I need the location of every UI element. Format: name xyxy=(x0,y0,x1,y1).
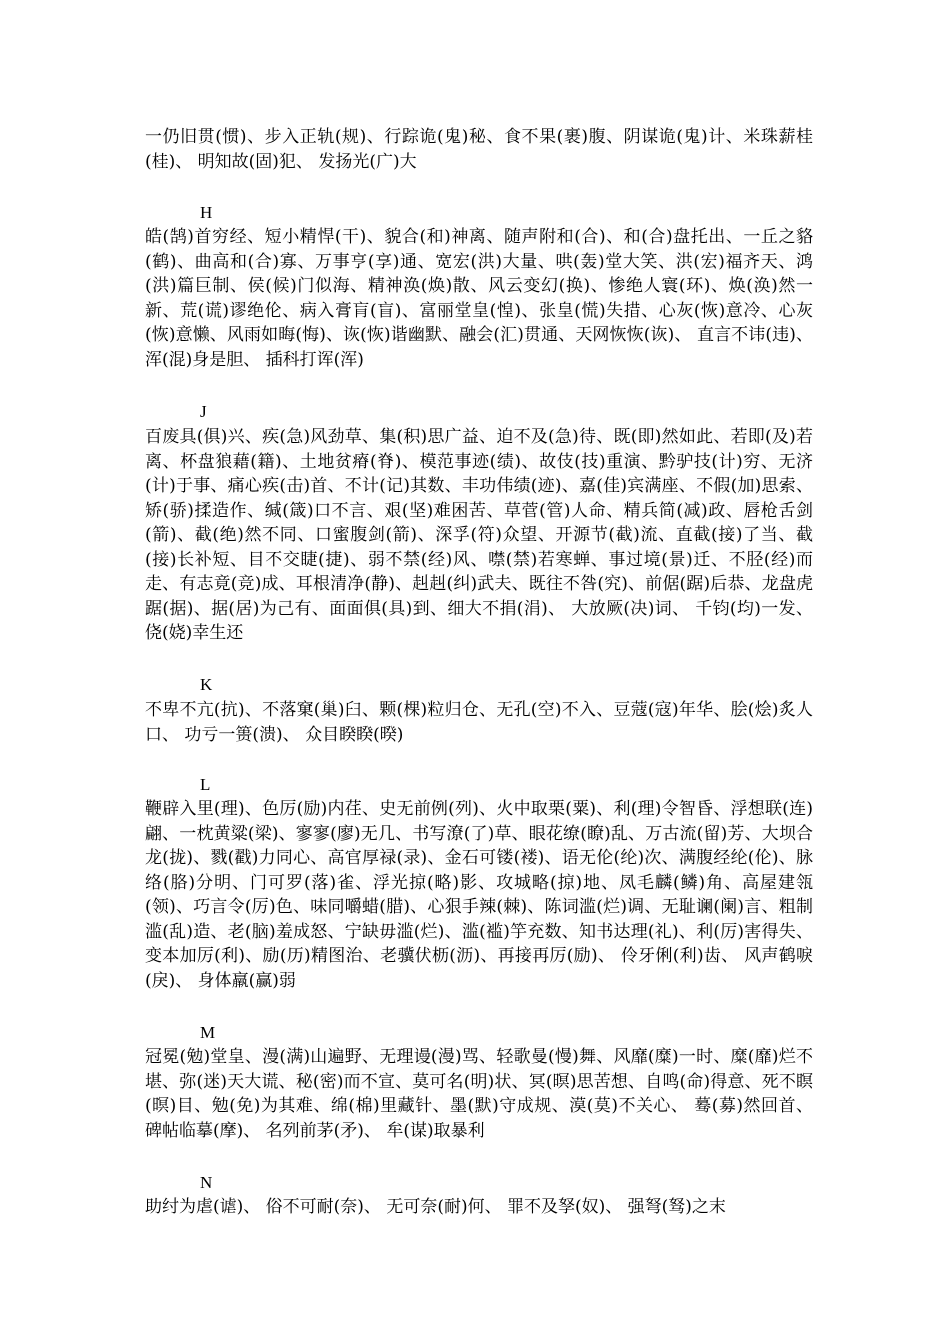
paragraph-l: 鞭辟入里(理)、色厉(励)内荏、史无前例(列)、火中取栗(粟)、利(理)令智昏、浮想联(连)翩、一枕黄粱(梁)、寥寥(廖)无几、书写潦(了)草、眼花缭(瞭)乱、万古流(留)芳、大坝合龙(拢)、戮(戳)力同心、高官厚禄(录)、金石可镂(褛)、语无伦(纶)次、满腹经纶(伦)、脉络(胳)分明、门可罗(落)雀、浮光掠(略)影、攻城略(掠)地、凤毛麟(鳞)角、高屋建瓴(领)、巧言令(厉)色、味同嚼蜡(腊)、心狠手辣(棘)、陈词滥(烂)调、无耻谰(阑)言、粗制滥(乱)造、老(脑)羞成怒、宁缺毋滥(烂)、滥(褴)竽充数、知书达理(礼)、利(厉)害得失、变本加厉(利)、励(历)精图治、老骥伏枥(沥)、再接再厉(励)、 伶牙俐(利)齿、 风声鹤唳(戾)、 身体羸(赢)弱 xyxy=(145,799,813,991)
paragraph-m: 冠冕(勉)堂皇、漫(满)山遍野、无理谩(漫)骂、轻歌曼(慢)舞、风靡(糜)一时、糜(靡)烂不堪、弥(迷)天大谎、秘(密)而不宣、莫可名(明)状、冥(暝)思苦想、自鸣(命)得意、死不瞑(暝)目、勉(免)为其难、绵(棉)里藏针、墨(默)守成规、漠(莫)不关心、 蓦(募)然回首、 碑帖临摹(摩)、 名列前茅(矛)、 牟(谋)取暴利 xyxy=(145,1047,813,1141)
section-heading-j: J xyxy=(200,402,207,421)
paragraph-j: 百废具(俱)兴、疾(急)风劲草、集(积)思广益、迫不及(急)待、既(即)然如此、若即(及)若离、杯盘狼藉(籍)、土地贫瘠(脊)、模范事迹(绩)、故伎(技)重演、黔驴技(计)穷、无济(计)于事、痛心疾(击)首、不计(记)其数、丰功伟绩(迹)、嘉(佳)宾满座、不假(加)思索、矫(骄)揉造作、缄(箴)口不言、艰(坚)难困苦、草菅(管)人命、精兵简(减)政、唇枪舌剑(箭)、截(绝)然不同、口蜜腹剑(箭)、深孚(符)众望、开源节(截)流、直截(接)了当、截(接)长补短、目不交睫(捷)、弱不禁(经)风、噤(禁)若寒蝉、事过境(景)迁、不胫(经)而走、有志竟(竞)成、耳根清净(静)、赳赳(纠)武夫、既往不咎(究)、前倨(踞)后恭、龙盘虎踞(据)、据(居)为己有、面面俱(具)到、细大不捐(涓)、 大放厥(决)词、 千钧(均)一发、 侥(娆)幸生还 xyxy=(145,427,813,643)
section-heading-k: K xyxy=(200,675,213,694)
paragraph-g-continued: 一仍旧贯(惯)、步入正轨(规)、行踪诡(鬼)秘、食不果(裹)腹、阴谋诡(鬼)计、米珠薪桂(桂)、 明知故(固)犯、 发扬光(广)大 xyxy=(145,127,813,172)
paragraph-n: 助纣为虐(谑)、 俗不可耐(奈)、 无可奈(耐)何、 罪不及孥(奴)、 强弩(驽)之末 xyxy=(145,1197,726,1217)
section-heading-n: N xyxy=(200,1173,213,1192)
paragraph-h: 皓(鹄)首穷经、短小精悍(干)、貌合(和)神离、随声附和(合)、和(合)盘托出、一丘之貉(鹤)、曲高和(合)寡、万事亨(享)通、宽宏(洪)大量、哄(轰)堂大笑、洪(宏)福齐天、鸿(洪)篇巨制、侯(候)门似海、精神涣(焕)散、风云变幻(换)、惨绝人寰(环)、焕(涣)然一新、荒(谎)谬绝伦、病入膏肓(盲)、富丽堂皇(惶)、张皇(慌)失措、心灰(恢)意冷、心灰(恢)意懒、风雨如晦(悔)、诙(恢)谐幽默、融会(汇)贯通、天网恢恢(诙)、 直言不讳(违)、 浑(混)身是胆、 插科打诨(浑) xyxy=(145,227,813,370)
section-heading-h: H xyxy=(200,203,213,222)
section-heading-m: M xyxy=(200,1023,216,1042)
paragraph-k: 不卑不亢(抗)、不落窠(巢)臼、颗(棵)粒归仓、无孔(空)不入、豆蔻(寇)年华、脍(烩)炙人口、 功亏一篑(溃)、 众目睽睽(暌) xyxy=(145,700,813,745)
section-heading-l: L xyxy=(200,775,211,794)
